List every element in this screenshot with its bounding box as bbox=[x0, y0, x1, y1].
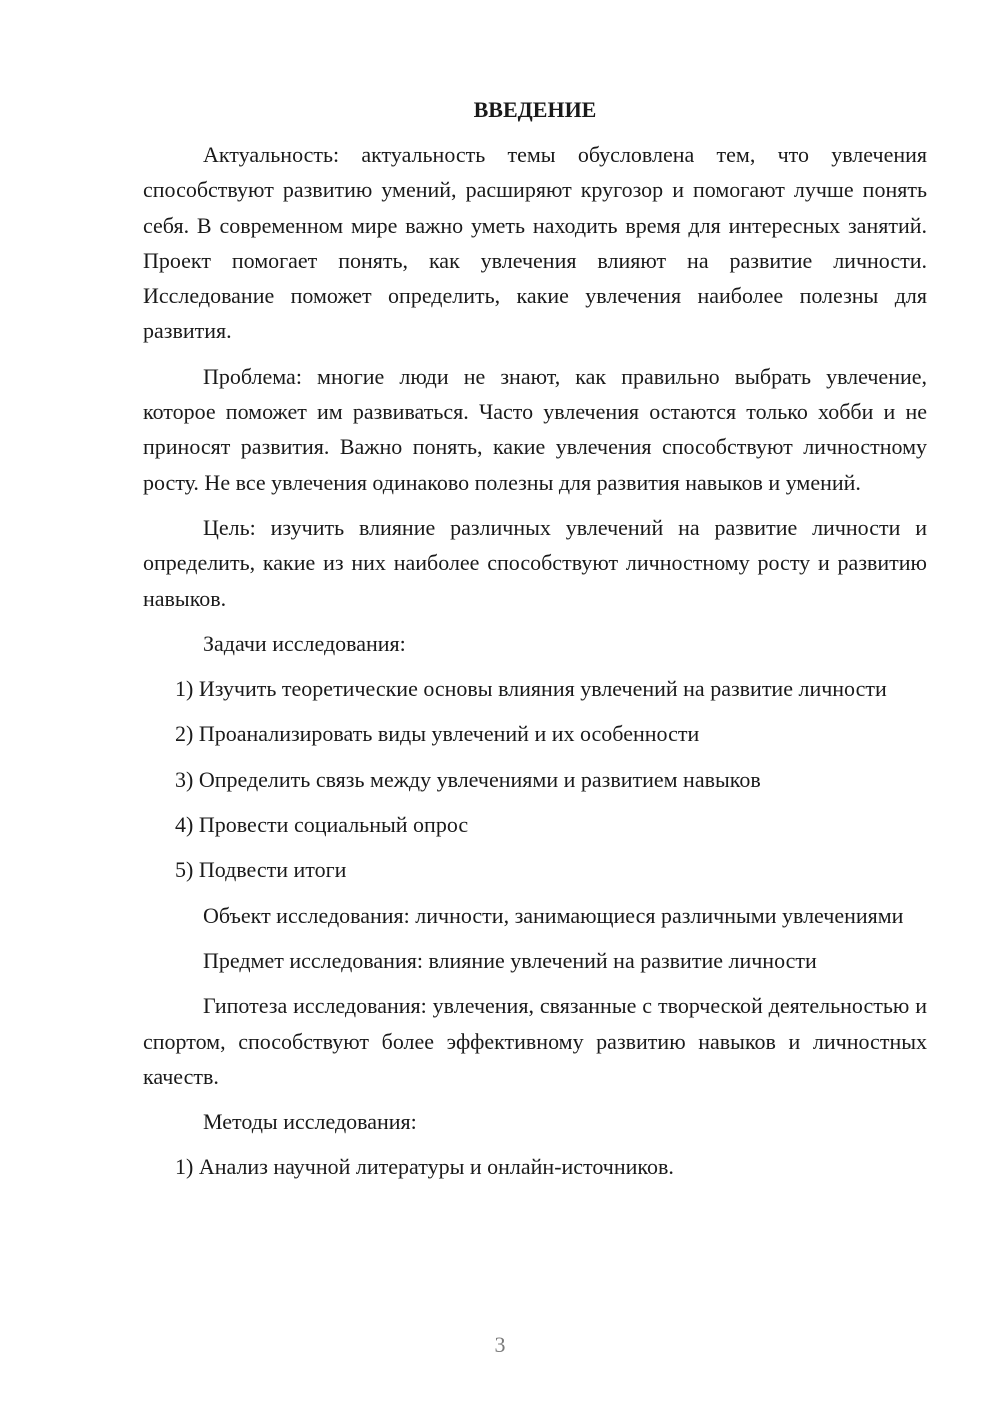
method-item: 1) Анализ научной литературы и онлайн-источников. bbox=[175, 1154, 674, 1180]
tasks-heading: Задачи исследования: bbox=[203, 630, 406, 656]
section-heading: ВВЕДЕНИЕ bbox=[473, 97, 597, 122]
methods-heading: Методы исследования: bbox=[203, 1109, 417, 1135]
goal-paragraph: Цель: изучить влияние различных увлечений на развитие личности и определить, какие из них наиболее способствуют личностному росту и развитию навыков. bbox=[143, 514, 927, 611]
task-item: 5) Подвести итоги bbox=[175, 857, 347, 883]
subject-paragraph: Предмет исследования: влияние увлечений на развитие личности bbox=[203, 947, 817, 973]
task-item: 1) Изучить теоретические основы влияния увлечений на развитие личности bbox=[175, 676, 887, 702]
tasks-list bbox=[143, 671, 927, 887]
hypothesis-paragraph: Гипотеза исследования: увлечения, связанные с творческой деятельностью и спортом, способствуют более эффективному развитию навыков и личностных качеств. bbox=[143, 993, 927, 1089]
task-item: 3) Определить связь между увлечениями и развитием навыков bbox=[175, 766, 761, 792]
document-page bbox=[143, 92, 927, 1185]
page-number: 3 bbox=[494, 1332, 506, 1357]
problem-paragraph: Проблема: многие люди не знают, как правильно выбрать увлечение, которое поможет им развиваться. Часто увлечения остаются только хобби и не приносят развития. Важно понять, какие увлечения способствуют личностному росту. Не все увлечения одинаково полезны для развития навыков и умений. bbox=[143, 363, 927, 495]
object-paragraph: Объект исследования: личности, занимающиеся различными увлечениями bbox=[203, 902, 904, 928]
task-item: 2) Проанализировать виды увлечений и их особенности bbox=[175, 721, 700, 747]
relevance-paragraph: Актуальность: актуальность темы обусловлена тем, что увлечения способствуют развитию умений, расширяют кругозор и помогают лучше понять себя. В современном мире важно уметь находить время для интересных занятий. Проект помогает понять, как увлечения влияют на развитие личности. Исследование поможет определить, какие увлечения наиболее полезны для развития. bbox=[143, 142, 927, 344]
task-item: 4) Провести социальный опрос bbox=[175, 812, 469, 838]
methods-list bbox=[143, 1149, 927, 1184]
